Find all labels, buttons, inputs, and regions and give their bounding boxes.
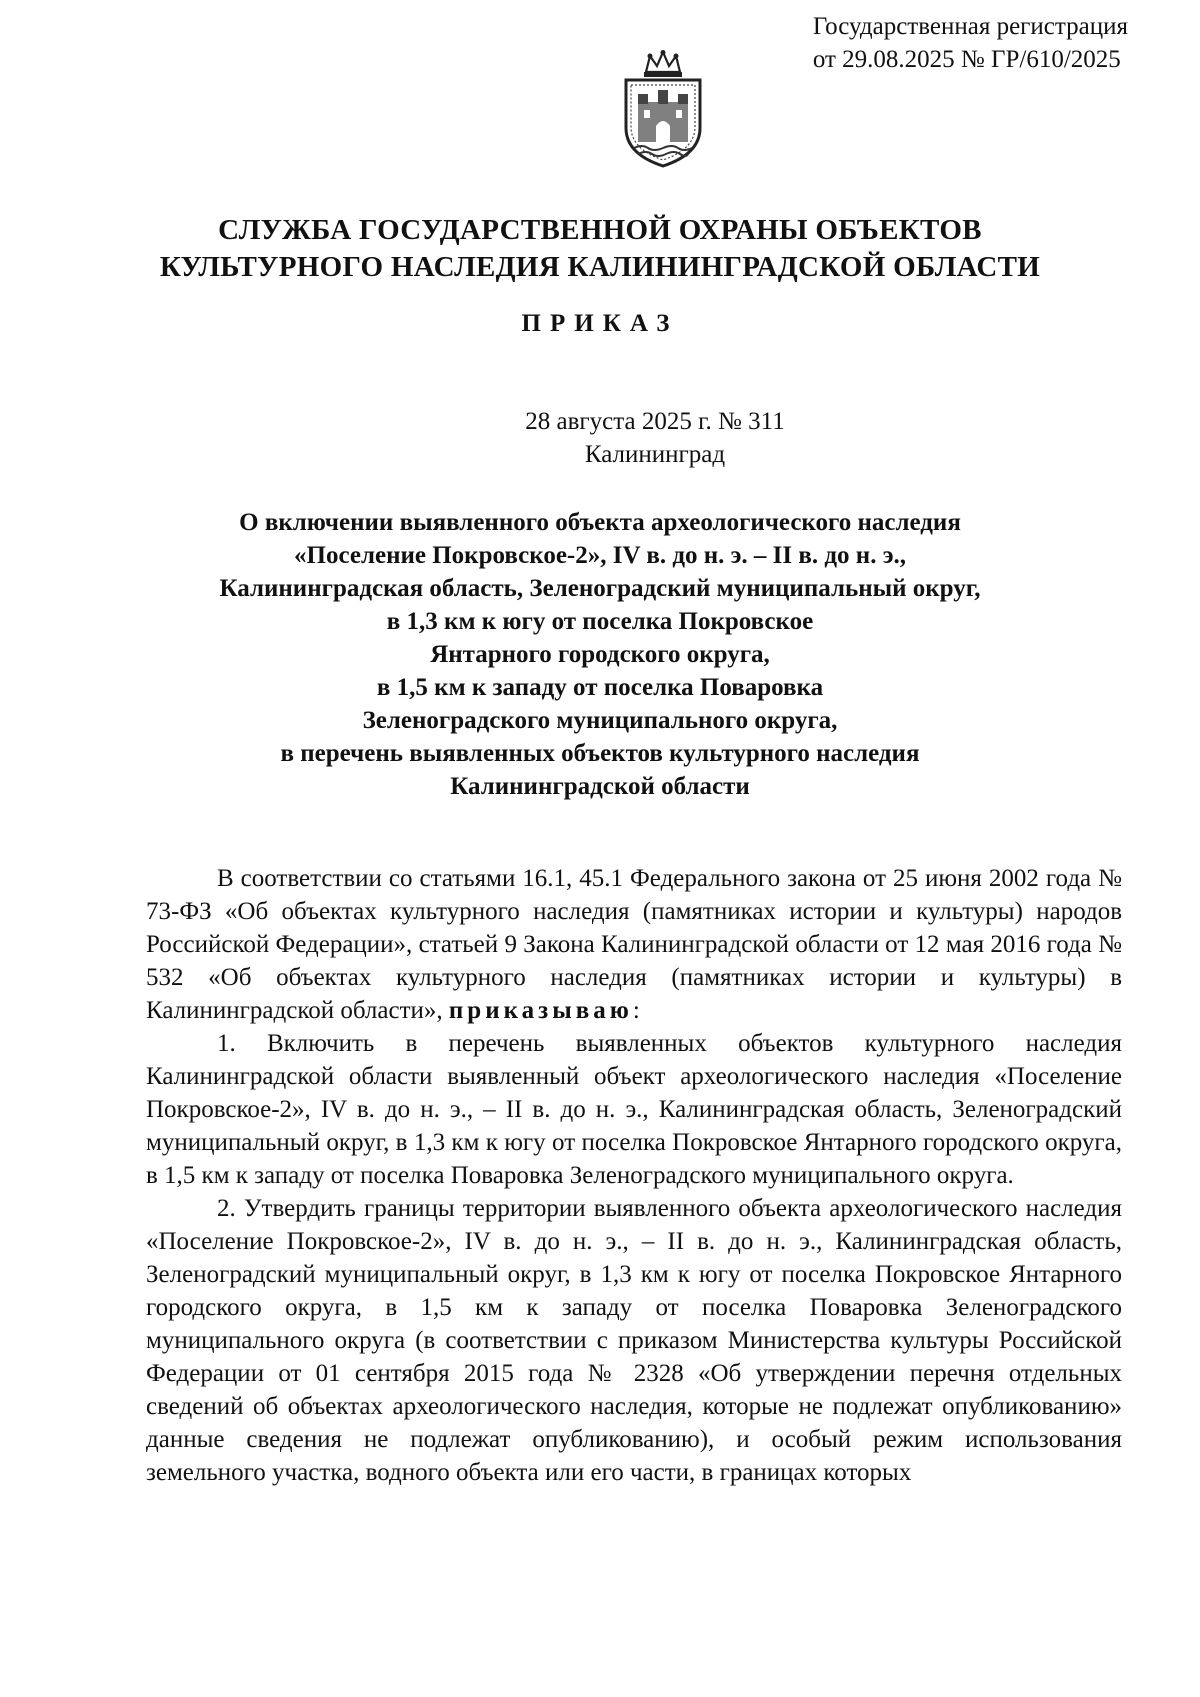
- registration-line-2: от 29.08.2025 № ГР/610/2025: [812, 46, 1121, 73]
- registration-line-1: Государственная регистрация: [812, 13, 1128, 40]
- subject-line: «Поселение Покровское-2», IV в. до н. э. – II в. до н. э.,: [294, 542, 906, 569]
- registration-stamp: [813, 10, 1128, 76]
- subject-line: в перечень выявленных объектов культурного наследия: [280, 740, 920, 767]
- order-item-2: 2. Утвердить границы территории выявленного объекта археологического наследия «Поселение Покровское-2», IV в. до н. э., – II в. до н. э., Калининградская область, Зеленоградский муниципальный округ, в 1,3 км к югу от поселка Покровское Янтарного городского округа, в 1,5 км к западу от поселка Поваровка Зеленоградского муниципального округа (в соответствии с приказом Министерства культуры Российской Федерации от 01 сентября 2015 года № 2328 «Об утверждении перечня отдельных сведений об объектах археологического наследия, которые не подлежат опубликованию» данные сведения не подлежат опубликованию), и особый режим использования земельного участка, водного объекта или его части, в границах которых: [146, 1195, 1122, 1486]
- directive-suffix: :: [632, 997, 640, 1024]
- directive-word: приказываю: [448, 997, 633, 1024]
- subject-line: Калининградская область, Зеленоградский муниципальный округ,: [219, 575, 981, 602]
- subject-line: О включении выявленного объекта археологического наследия: [239, 509, 961, 536]
- coat-of-arms-icon: [616, 50, 710, 168]
- agency-name-line-2: КУЛЬТУРНОГО НАСЛЕДИЯ КАЛИНИНГРАДСКОЙ ОБЛАСТИ: [159, 251, 1041, 283]
- city: Калининград: [584, 441, 726, 468]
- date-number: 28 августа 2025 г. № 311: [525, 408, 785, 435]
- preamble-text: В соответствии со статьями 16.1, 45.1 Федерального закона от 25 июня 2002 года № 73-ФЗ «Об объектах культурного наследия (памятниках истории и культуры) народов Российской Федерации», статьей 9 Закона Калининградской области от 12 мая 2016 года № 532 «Об объектах культурного наследия (памятниках истории и культуры) в Калининградской области»,: [146, 865, 1122, 1024]
- date-and-place: [0, 405, 1200, 471]
- order-item-1: 1. Включить в перечень выявленных объектов культурного наследия Калининградской области выявленный объект археологического наследия «Поселение Покровское-2», IV в. до н. э., – II в. до н. э., Калининградская область, Зеленоградский муниципальный округ, в 1,3 км к югу от поселка Покровское Янтарного городского округа, в 1,5 км к западу от поселка Поваровка Зеленоградского муниципального округа.: [146, 1030, 1122, 1189]
- preamble-paragraph: [146, 862, 1122, 1027]
- subject-line: Зеленоградского муниципального округа,: [362, 707, 838, 734]
- subject-line: Янтарного городского округа,: [430, 641, 770, 668]
- subject-line: Калининградской области: [450, 773, 750, 800]
- order-body: [146, 862, 1122, 1489]
- agency-name-line-1: СЛУЖБА ГОСУДАРСТВЕННОЙ ОХРАНЫ ОБЪЕКТОВ: [218, 214, 982, 246]
- subject-line: в 1,3 км к югу от поселка Покровское: [386, 608, 814, 635]
- subject-line: в 1,5 км к западу от поселка Поваровка: [376, 674, 824, 701]
- agency-name: [0, 212, 1200, 286]
- order-subject: [0, 506, 1200, 803]
- document-type: ПРИКАЗ: [521, 310, 679, 337]
